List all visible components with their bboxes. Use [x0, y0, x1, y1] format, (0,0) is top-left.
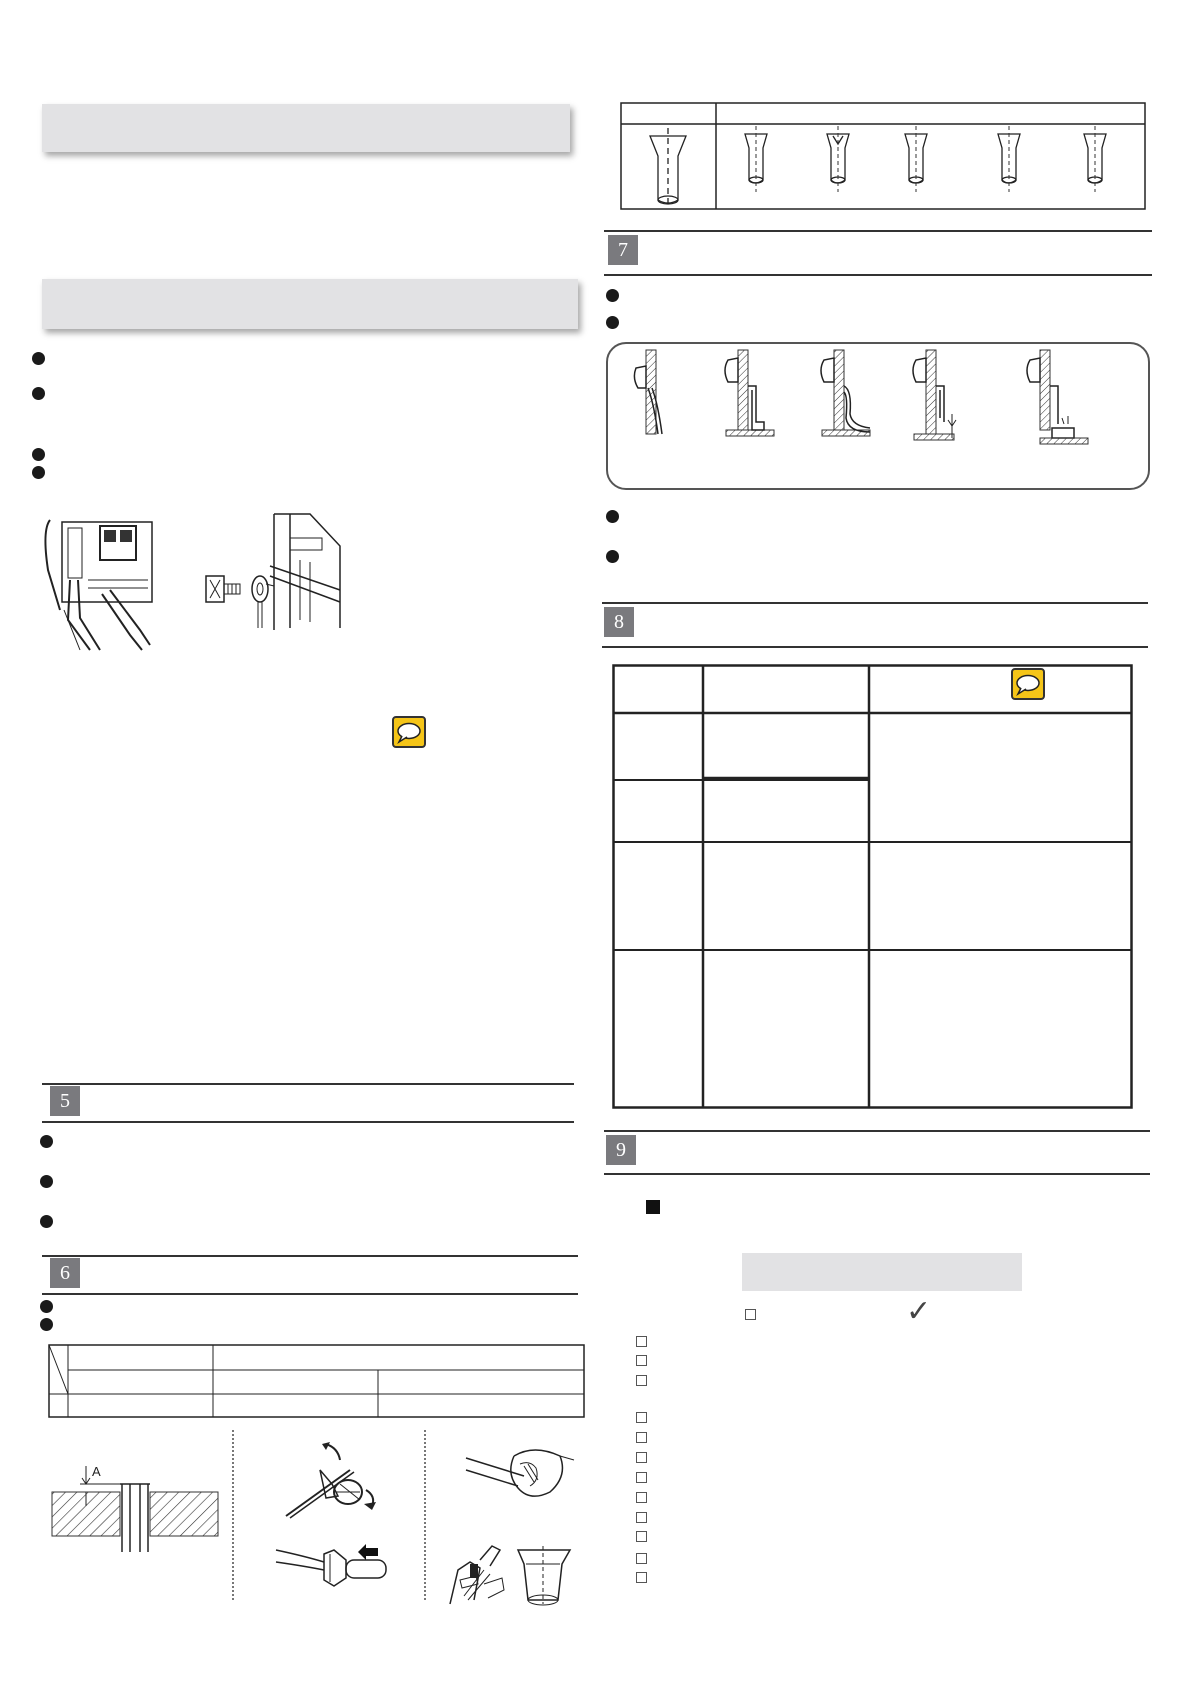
pipe-cutter-illustration — [280, 1440, 390, 1520]
bullet-dot-icon — [40, 1300, 53, 1313]
dimension-label-a: A — [92, 1464, 101, 1479]
check-mark-icon: ✓ — [906, 1294, 932, 1329]
bullet-dot-icon — [40, 1318, 53, 1331]
section-8-number: 8 — [604, 607, 634, 637]
heading-banner-1 — [42, 104, 570, 152]
bullet-dot-icon — [40, 1135, 53, 1148]
flare-tool-illustration — [444, 1540, 584, 1610]
section-9-top-rule — [604, 1130, 1150, 1132]
checkbox-icon[interactable] — [636, 1355, 647, 1366]
bullet-dot-icon — [32, 387, 45, 400]
bullet-dot-icon — [606, 316, 619, 329]
bullet-dot-icon — [40, 1175, 53, 1188]
checkbox-icon[interactable] — [745, 1309, 756, 1320]
checkbox-icon[interactable] — [636, 1472, 647, 1483]
checkbox-icon[interactable] — [636, 1336, 647, 1347]
flare-inspection-table — [620, 102, 1148, 212]
section-5-number: 5 — [50, 1086, 80, 1116]
troubleshooting-table — [612, 664, 1136, 1112]
checkbox-icon[interactable] — [636, 1432, 647, 1443]
drain-hose-illustrations — [626, 348, 1096, 452]
checkbox-icon[interactable] — [636, 1512, 647, 1523]
terminal-screw-illustration — [200, 510, 360, 640]
deburring-illustration — [274, 1540, 394, 1600]
dotted-divider — [232, 1430, 234, 1600]
dotted-divider — [424, 1430, 426, 1600]
section-6-number: 6 — [50, 1258, 80, 1288]
checklist-header-banner — [742, 1253, 1022, 1291]
speech-bubble-icon — [1011, 668, 1045, 700]
section-8-top-rule — [602, 602, 1148, 604]
section-7-top-rule — [604, 230, 1152, 232]
section-6-top-rule — [42, 1255, 578, 1257]
checkbox-icon[interactable] — [636, 1572, 647, 1583]
pipe-flare-depth-illustration — [50, 1462, 220, 1552]
section-7-number: 7 — [608, 235, 638, 265]
section-8-bottom-rule — [602, 646, 1148, 648]
bullet-dot-icon — [606, 510, 619, 523]
checkbox-icon[interactable] — [636, 1452, 647, 1463]
section-9-bottom-rule — [604, 1173, 1150, 1175]
pipe-size-table — [48, 1344, 586, 1420]
section-9-number: 9 — [606, 1135, 636, 1165]
bullet-dot-icon — [32, 466, 45, 479]
square-bullet-icon — [646, 1200, 660, 1214]
indoor-unit-wiring-illustration — [40, 510, 160, 660]
bullet-dot-icon — [40, 1215, 53, 1228]
bullet-dot-icon — [606, 550, 619, 563]
section-5-top-rule — [42, 1083, 574, 1085]
bullet-dot-icon — [32, 448, 45, 461]
section-5-bottom-rule — [42, 1121, 574, 1123]
section-6-bottom-rule — [42, 1293, 578, 1295]
checkbox-icon[interactable] — [636, 1531, 647, 1542]
heading-banner-2 — [42, 279, 578, 329]
hand-tightening-illustration — [464, 1436, 574, 1516]
checkbox-icon[interactable] — [636, 1412, 647, 1423]
bullet-dot-icon — [606, 289, 619, 302]
checkbox-icon[interactable] — [636, 1553, 647, 1564]
bullet-dot-icon — [32, 352, 45, 365]
section-7-bottom-rule — [604, 274, 1152, 276]
checkbox-icon[interactable] — [636, 1375, 647, 1386]
speech-bubble-icon — [392, 716, 426, 748]
checkbox-icon[interactable] — [636, 1492, 647, 1503]
